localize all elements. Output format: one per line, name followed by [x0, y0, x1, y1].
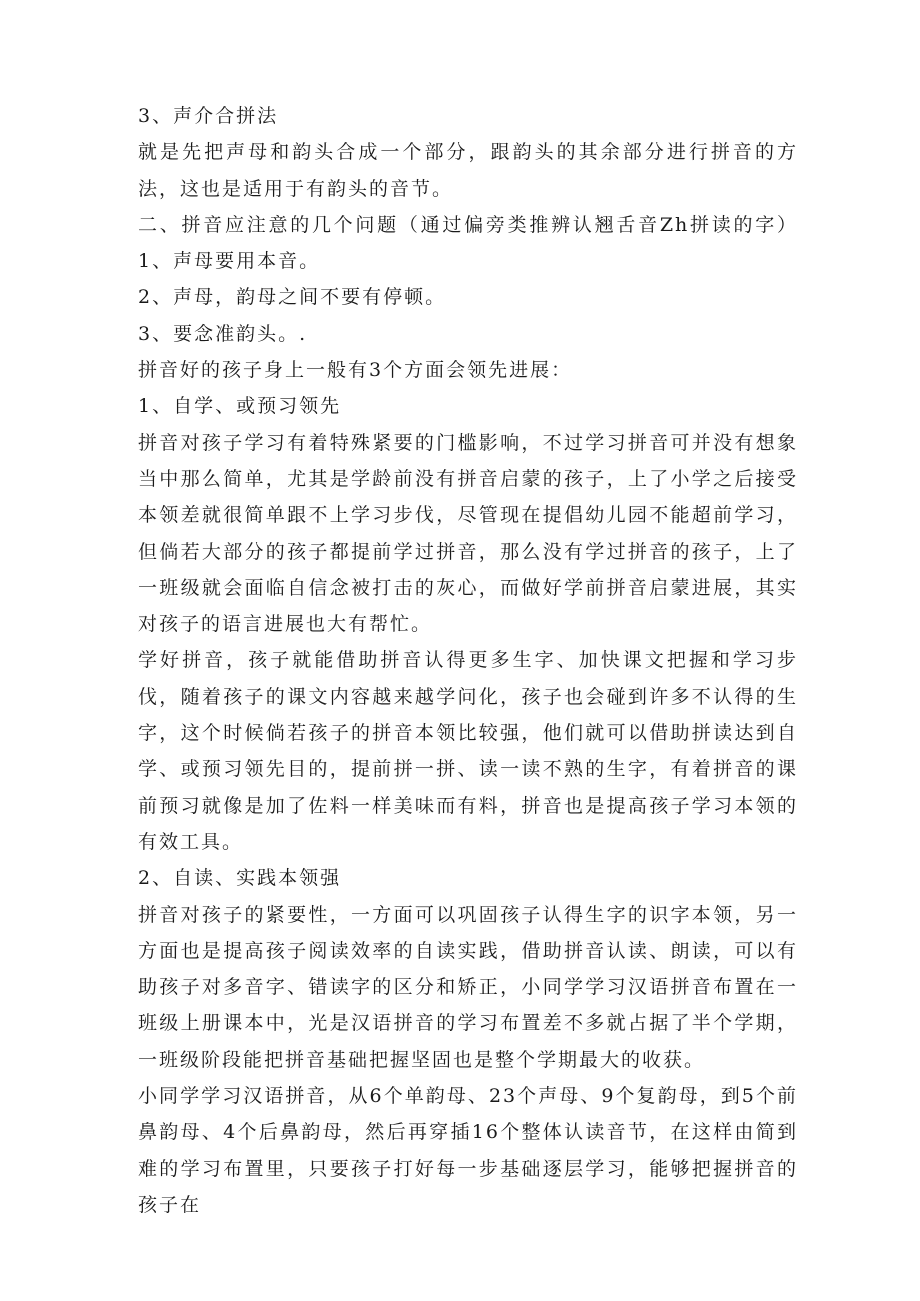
paragraph-method-3-desc: 就是先把声母和韵头合成一个部分，跟韵头的其余部分进行拼音的方法，这也是适用于有韵头的音节。 [138, 141, 798, 200]
heading-advantage-1: 1、自学、或预习领先 [138, 395, 342, 418]
paragraph-intro-advantages: 拼音好的孩子身上一般有3个方面会领先进展： [138, 359, 573, 382]
paragraph-advantage-1-b: 学好拼音，孩子就能借助拼音认得更多生字、加快课文把握和学习步伐，随着孩子的课文内容越来越学问化，孩子也会碰到许多不认得的生字，这个时候倘若孩子的拼音本领比较强，他们就可以借助拼读达到自学、或预习领先目的，提前拼一拼、读一读不熟的生字，有着拼音的课前预习就像是加了佐料一样美味而有料，拼音也是提高孩子学习本领的有效工具。 [138, 649, 798, 853]
heading-method-3: 3、声介合拼法 [138, 105, 279, 127]
paragraph-point-2: 2、声母，韵母之间不要有停顿。 [138, 286, 447, 309]
paragraph-advantage-2-a: 拼音对孩子的紧要性，一方面可以巩固孩子认得生字的识字本领，另一方面也是提高孩子阅读效率的自读实践，借助拼音认读、朗读，可以有助孩子对多音字、错读字的区分和矫正，小同学学习汉语拼音布置在一班级上册课本中，光是汉语拼音的学习布置差不多就占据了半个学期，一班级阶段能把拼音基础把握坚固也是整个学期最大的收获。 [138, 903, 798, 1071]
document-body [138, 98, 798, 1223]
heading-section-2: 二、拼音应注意的几个问题（通过偏旁类推辨认翘舌音Zh拼读的字）1、声母要用本音。 [138, 213, 798, 273]
heading-advantage-2: 2、自读、实践本领强 [138, 867, 342, 890]
paragraph-advantage-2-b: 小同学学习汉语拼音，从6个单韵母、23个声母、9个复韵母，到5个前鼻韵母、4个后鼻韵母，然后再穿插16个整体认读音节，在这样由简到难的学习布置里，只要孩子打好每一步基础逐层学习，能够把握拼音的孩子在 [138, 1085, 798, 1216]
paragraph-point-3: 3、要念准韵头。. [138, 322, 308, 345]
paragraph-advantage-1-a: 拼音对孩子学习有着特殊紧要的门槛影响，不过学习拼音可并没有想象当中那么简单，尤其是学龄前没有拼音启蒙的孩子，上了小学之后接受本领差就很简单跟不上学习步伐，尽管现在提倡幼儿园不能超前学习，但倘若大部分的孩子都提前学过拼音，那么没有学过拼音的孩子，上了一班级就会面临自信念被打击的灰心，而做好学前拼音启蒙进展，其实对孩子的语言进展也大有帮忙。 [138, 431, 798, 636]
